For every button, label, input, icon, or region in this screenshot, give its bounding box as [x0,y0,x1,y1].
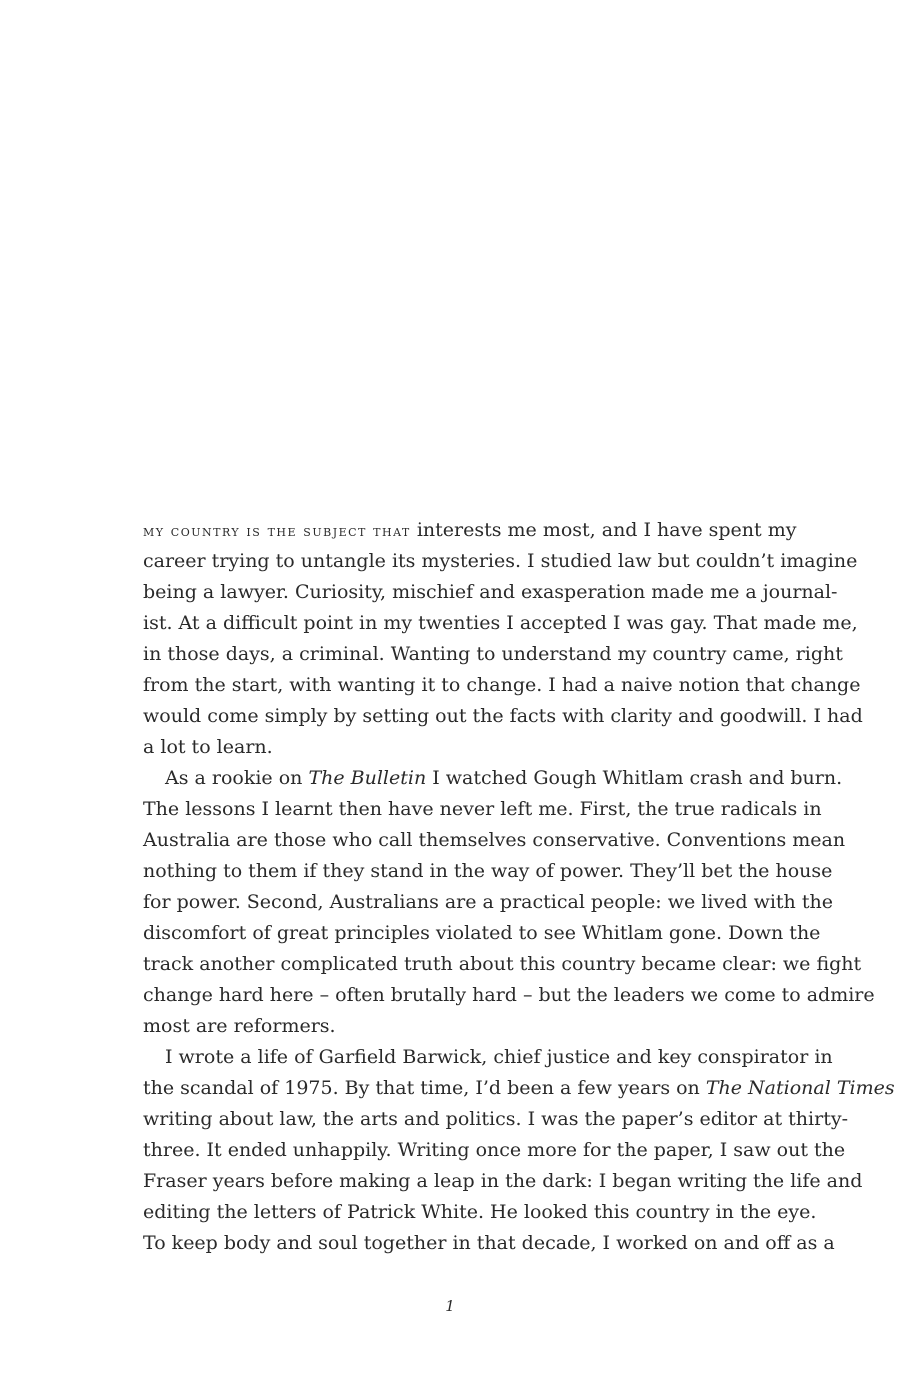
text-run: from the start, with wanting it to change. I had a naive notion that change [143,674,861,696]
text-line [143,825,846,856]
text-line [143,639,843,670]
text-run: editing the letters of Patrick White. He looked this country in the eye. [143,1201,817,1223]
body-text [143,515,895,1259]
text-line [143,763,843,794]
text-run: for power. Second, Australians are a practical people: we lived with the [143,891,833,913]
text-run: I wrote a life of Garfield Barwick, chief justice and key conspirator in [165,1046,833,1068]
text-run: The lessons I learnt then have never left me. First, the true radicals in [143,798,822,820]
text-line [143,1228,835,1259]
text-run: writing about law, the arts and politics. I was the paper’s editor at thirty- [143,1108,848,1130]
text-run: being a lawyer. Curiosity, mischief and exasperation made me a journal- [143,581,838,603]
text-line [143,608,858,639]
text-run: To keep body and soul together in that decade, I worked on and off as a [143,1232,835,1254]
text-run: a lot to learn. [143,736,273,758]
text-run: would come simply by setting out the facts with clarity and goodwill. I had [143,705,863,727]
text-run: Fraser years before making a leap in the dark: I began writing the life and [143,1170,863,1192]
text-line [143,980,875,1011]
text-run: track another complicated truth about this country became clear: we fight [143,953,862,975]
text-line [143,1104,848,1135]
text-run: I watched Gough Whitlam crash and burn. [426,767,843,789]
page-number: 1 [445,1297,455,1315]
italic-title: The National Times [705,1077,895,1099]
text-run: nothing to them if they stand in the way of power. They’ll bet the house [143,860,833,882]
text-line [143,794,822,825]
text-run: change hard here – often brutally hard – but the leaders we come to admire [143,984,875,1006]
text-line [143,856,833,887]
text-line [143,732,795,763]
text-line [143,1135,846,1166]
text-run: in those days, a criminal. Wanting to understand my country came, right [143,643,843,665]
text-run: discomfort of great principles violated to see Whitlam gone. Down the [143,922,821,944]
text-run: career trying to untangle its mysteries. I studied law but couldn’t imagine [143,550,858,572]
opening-smallcaps: my country is the subject that [143,522,411,540]
text-line [143,670,861,701]
text-line [143,887,833,918]
text-run: three. It ended unhappily. Writing once more for the paper, I saw out the [143,1139,846,1161]
text-line [143,918,821,949]
text-line [143,577,838,608]
text-line [143,701,863,732]
text-line [143,1166,863,1197]
text-run: the scandal of 1975. By that time, I’d been a few years on [143,1077,706,1099]
text-line [143,1011,795,1042]
italic-title: The Bulletin [308,767,427,789]
text-run: interests me most, and I have spent my [410,519,797,541]
text-line [143,1042,833,1073]
text-run: ist. At a difficult point in my twenties I accepted I was gay. That made me, [143,612,858,634]
text-run: Australia are those who call themselves conservative. Conventions mean [143,829,846,851]
text-run: most are reformers. [143,1015,336,1037]
text-line [143,546,858,577]
text-line [143,949,862,980]
text-line [143,515,795,546]
text-line [143,1197,817,1228]
text-line [143,1073,895,1104]
text-run: As a rookie on [165,767,309,789]
